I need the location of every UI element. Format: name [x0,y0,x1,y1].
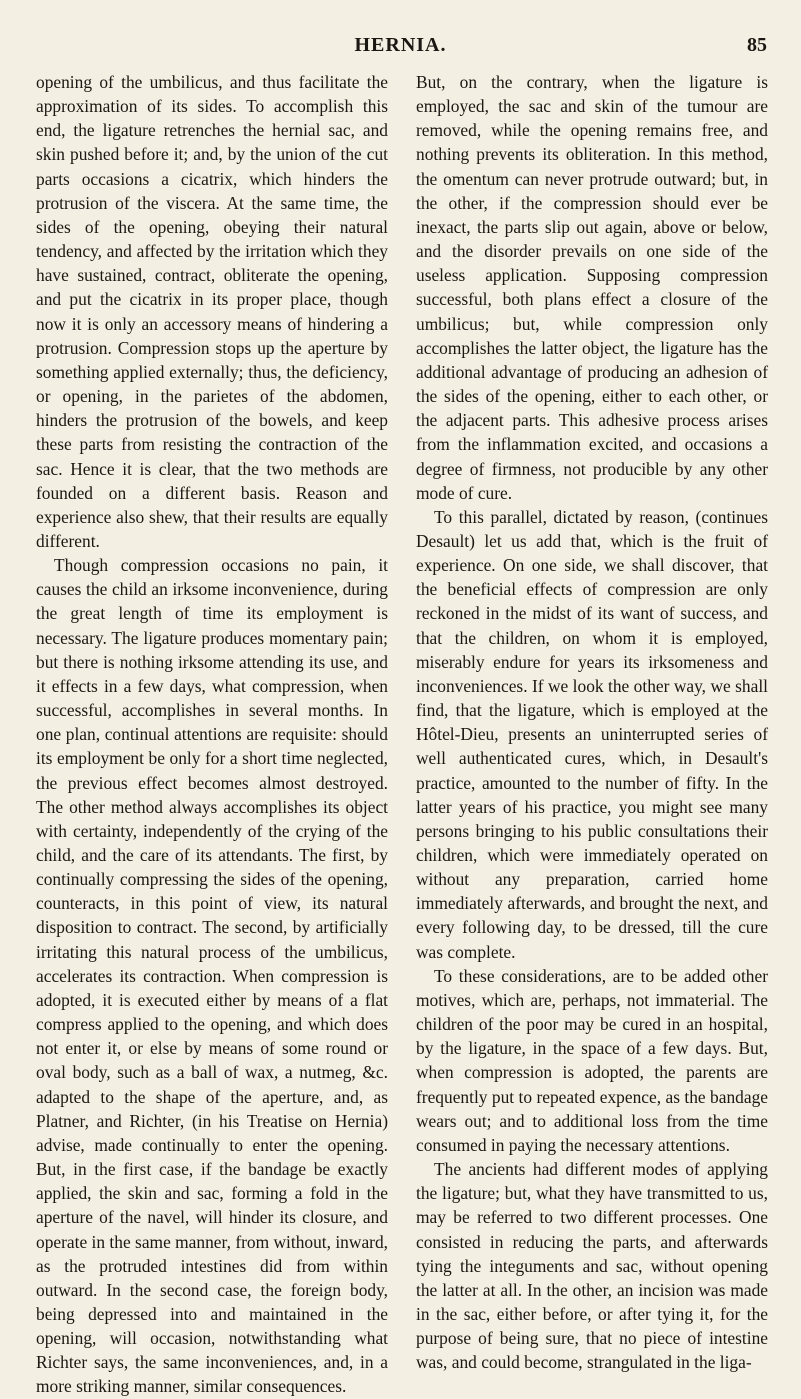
right-column [416,70,768,1374]
paragraph: Though compression occasions no pain, it causes the child an irksome inconvenience, during the great length of time its employment is necessary. The ligature produces momentary pain; but there is nothing irksome attending its use, and it effects in a few days, what compression, when successful, accomplishes in several months. In one plan, continual attentions are requisite: should its employment be only for a short time neglected, the previous effect becomes almost destroyed. The other method always accomplishes its object with certainty, independently of the crying of the child, and the care of its attendants. The first, by continually compressing the sides of the opening, counteracts, in this point of view, its natural disposition to contract. The second, by artificially irritating this natural process of the umbilicus, accelerates its contraction. When compression is adopted, it is executed either by means of a flat compress applied to the opening, and which does not enter it, or else by means of some round or oval body, such as a ball of wax, a nutmeg, &c. adapted to the shape of the aperture, and, as Platner, and Richter, (in his Treatise on Hernia) advise, made continually to enter the opening. But, in the first case, if the bandage be exactly applied, the skin and sac, forming a fold in the aperture of the navel, will hinder its closure, and operate in the same manner, from without, inward, as the protruded intestines did from within outward. In the second case, the foreign body, being depressed into and maintained in the opening, will occasion, notwithstanding what Richter says, the same inconveniences, and, in a more striking manner, similar consequences. [36,555,388,1397]
page-header [0,34,801,64]
running-title: HERNIA. [354,34,447,56]
paragraph: To this parallel, dictated by reason, (continues Desault) let us add that, which is the fruit of experience. On one side, we shall discover, that the beneficial effects of compression are only reckoned in the midst of its want of success, and that the children, on whom it is employed, miserably endure for years its irksomeness and inconveniences. If we look the other way, we shall find, that the ligature, which is employed at the Hôtel-Dieu, presents an uninterrupted series of well authenticated cures, which, in Desault's practice, amounted to the number of fifty. In the latter years of his practice, you might see many persons bringing to his public consultations their children, which were immediately operated on without any preparation, carried home immediately afterwards, and brought the next, and every following day, to be dressed, till the cure was complete. [416,506,768,962]
page-number: 85 [747,34,767,56]
left-column [36,70,388,1399]
paragraph: But, on the contrary, when the ligature is employed, the sac and skin of the tumour are removed, while the opening remains free, and nothing prevents its obliteration. In this method, the omentum can never protrude outward; but, in the other, if the compression should ever be inexact, the parts slip out again, above or below, and the disorder prevails on one side of the useless application. Supposing compression successful, both plans effect a closure of the umbilicus; but, while compression only accomplishes the latter object, the ligature has the additional advantage of producing an adhesion of the sides of the opening, either to each other, or the adjacent parts. This adhesive process arises from the inflammation excited, and occasions a degree of firmness, not producible by any other mode of cure. [416,72,768,503]
paragraph: The ancients had different modes of applying the ligature; but, what they have transmitted to us, may be referred to two different processes. One consisted in reducing the parts, and afterwards tying the integuments and sac, without opening the latter at all. In the other, an incision was made in the sac, either before, or after tying it, for the purpose of being sure, that no piece of intestine was, and could become, strangulated in the liga- [416,1159,768,1373]
paragraph: To these considerations, are to be added other motives, which are, perhaps, not immaterial. The children of the poor may be cured in an hospital, by the ligature, in the space of a few days. But, when compression is adopted, the parents are frequently put to repeated expence, as the bandage wears out; and to additional loss from the time consumed in paying the necessary attentions. [416,965,768,1155]
paragraph: opening of the umbilicus, and thus facilitate the approximation of its sides. To accomplish this end, the ligature retrenches the hernial sac, and skin pushed before it; and, by the union of the cut parts occasions a cicatrix, which hinders the protrusion of the viscera. At the same time, the sides of the opening, obeying their natural tendency, and affected by the irritation which they have sustained, contract, obliterate the opening, and put the cicatrix in its proper place, though now it is only an accessory means of hindering a protrusion. Compression stops up the aperture by something applied externally; thus, the deficiency, or opening, in the parietes of the abdomen, hinders the protrusion of the bowels, and keep these parts from resisting the contraction of the sac. Hence it is clear, that the two methods are founded on a different basis. Reason and experience also shew, that their results are equally different. [36,72,388,551]
